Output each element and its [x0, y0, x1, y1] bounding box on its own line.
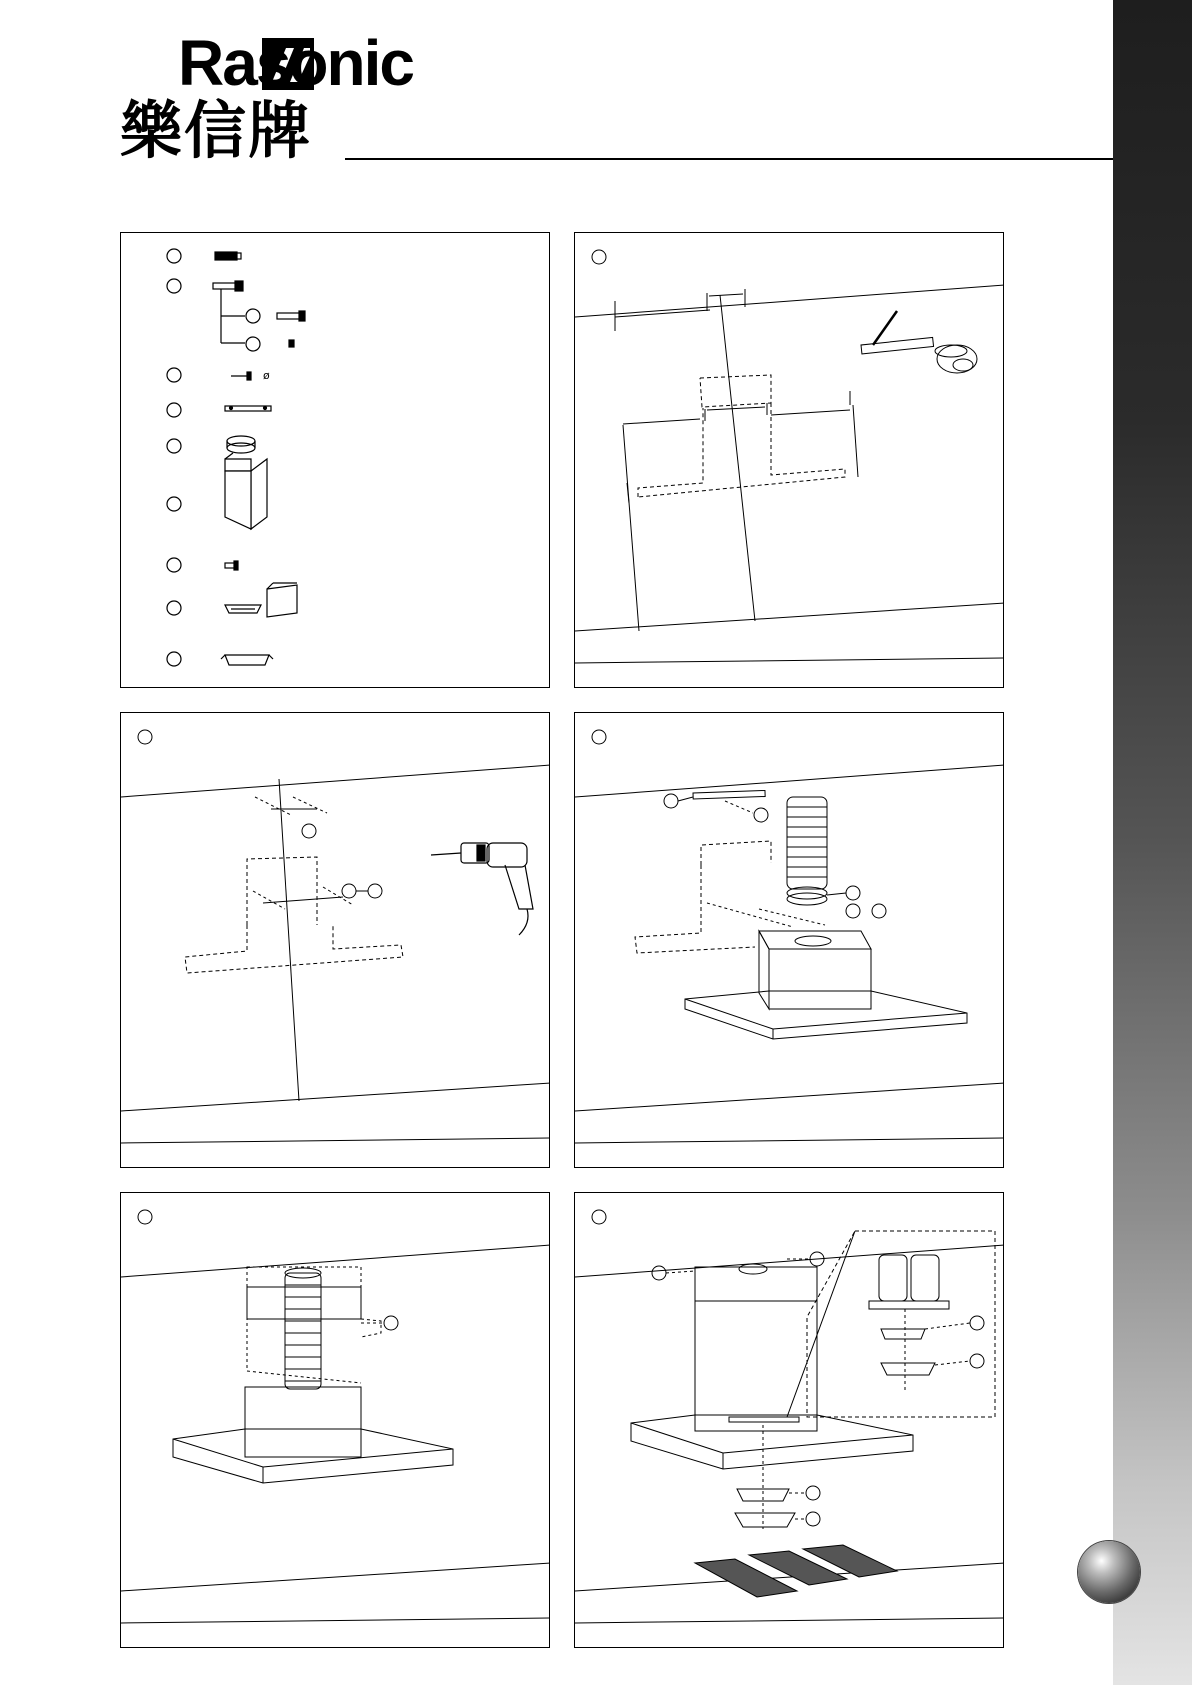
panel-parts-list [120, 232, 550, 688]
duct-adaptor-part [227, 436, 255, 453]
pencil-icon [873, 311, 897, 345]
panel-mount-bracket-and-duct [574, 712, 1004, 1168]
step-circle-icon [246, 337, 260, 351]
detail-inset [807, 1231, 995, 1417]
step-circle-icon [167, 249, 181, 263]
step-circle-icon [167, 652, 181, 666]
step-circle-icon [138, 1210, 152, 1224]
mount-illustration [575, 713, 1004, 1168]
step-circle-icon [167, 279, 181, 293]
wall-plug-part [215, 252, 241, 260]
step-circle-icon [846, 886, 860, 900]
step-circle-icon [806, 1512, 820, 1526]
step-circle-icon [246, 309, 260, 323]
panel-fit-filters [574, 1192, 1004, 1648]
step-circle-icon [592, 250, 606, 264]
step-circle-icon [368, 884, 382, 898]
panel-drill-holes [120, 712, 550, 1168]
page-badge-icon [1078, 1541, 1140, 1603]
duct-in-chimney [285, 1268, 321, 1389]
brand-block [120, 27, 460, 167]
measure-illustration [575, 233, 1004, 688]
motor-unit [869, 1255, 949, 1309]
lower-chimney-and-hood [173, 1387, 453, 1483]
step-circle-icon [167, 403, 181, 417]
step-circle-icon [167, 497, 181, 511]
step-circle-icon [592, 730, 606, 744]
step-circle-icon [872, 904, 886, 918]
panel-fit-chimney-cover [120, 1192, 550, 1648]
step-circle-icon [970, 1316, 984, 1330]
wall-bracket-part [225, 406, 271, 411]
upper-chimney [247, 1267, 361, 1319]
small-screw-part [225, 561, 238, 570]
drill-icon [431, 843, 533, 935]
hood-assembled [631, 1264, 913, 1469]
flexible-duct [787, 797, 827, 905]
step-circle-icon [167, 439, 181, 453]
chimney-cover-part [225, 453, 267, 529]
header-rule [345, 158, 1113, 160]
step-circle-icon [138, 730, 152, 744]
step-circle-icon [806, 1486, 820, 1500]
brand-name-en: Rasonic [178, 27, 413, 99]
step-circle-icon [652, 1266, 666, 1280]
grease-filter-part [225, 583, 297, 617]
step-circle-icon [167, 368, 181, 382]
drill-illustration [121, 713, 550, 1168]
panel-measure-and-mark [574, 232, 1004, 688]
brand-name-zh: 樂信牌 [120, 94, 313, 167]
parts-list-illustration [121, 233, 550, 688]
filter-illustration [575, 1193, 1004, 1648]
step-circle-icon [167, 558, 181, 572]
step-circle-icon [302, 824, 316, 838]
step-circle-icon [167, 601, 181, 615]
stove-grates [695, 1545, 897, 1597]
step-circle-icon [754, 808, 768, 822]
step-circle-icon [592, 1210, 606, 1224]
side-bar [1113, 0, 1192, 1685]
chimney-illustration [121, 1193, 550, 1648]
carbon-filter-part [221, 655, 273, 665]
step-circle-icon [342, 884, 356, 898]
step-circle-icon [664, 794, 678, 808]
step-circle-icon [384, 1316, 398, 1330]
svg-text:ø: ø [263, 369, 270, 382]
step-circle-icon [846, 904, 860, 918]
hood-body [685, 931, 967, 1039]
wood-screw-part [231, 369, 270, 382]
screw-set-part [213, 281, 305, 347]
step-circle-icon [970, 1354, 984, 1368]
tape-measure-icon [861, 337, 977, 373]
